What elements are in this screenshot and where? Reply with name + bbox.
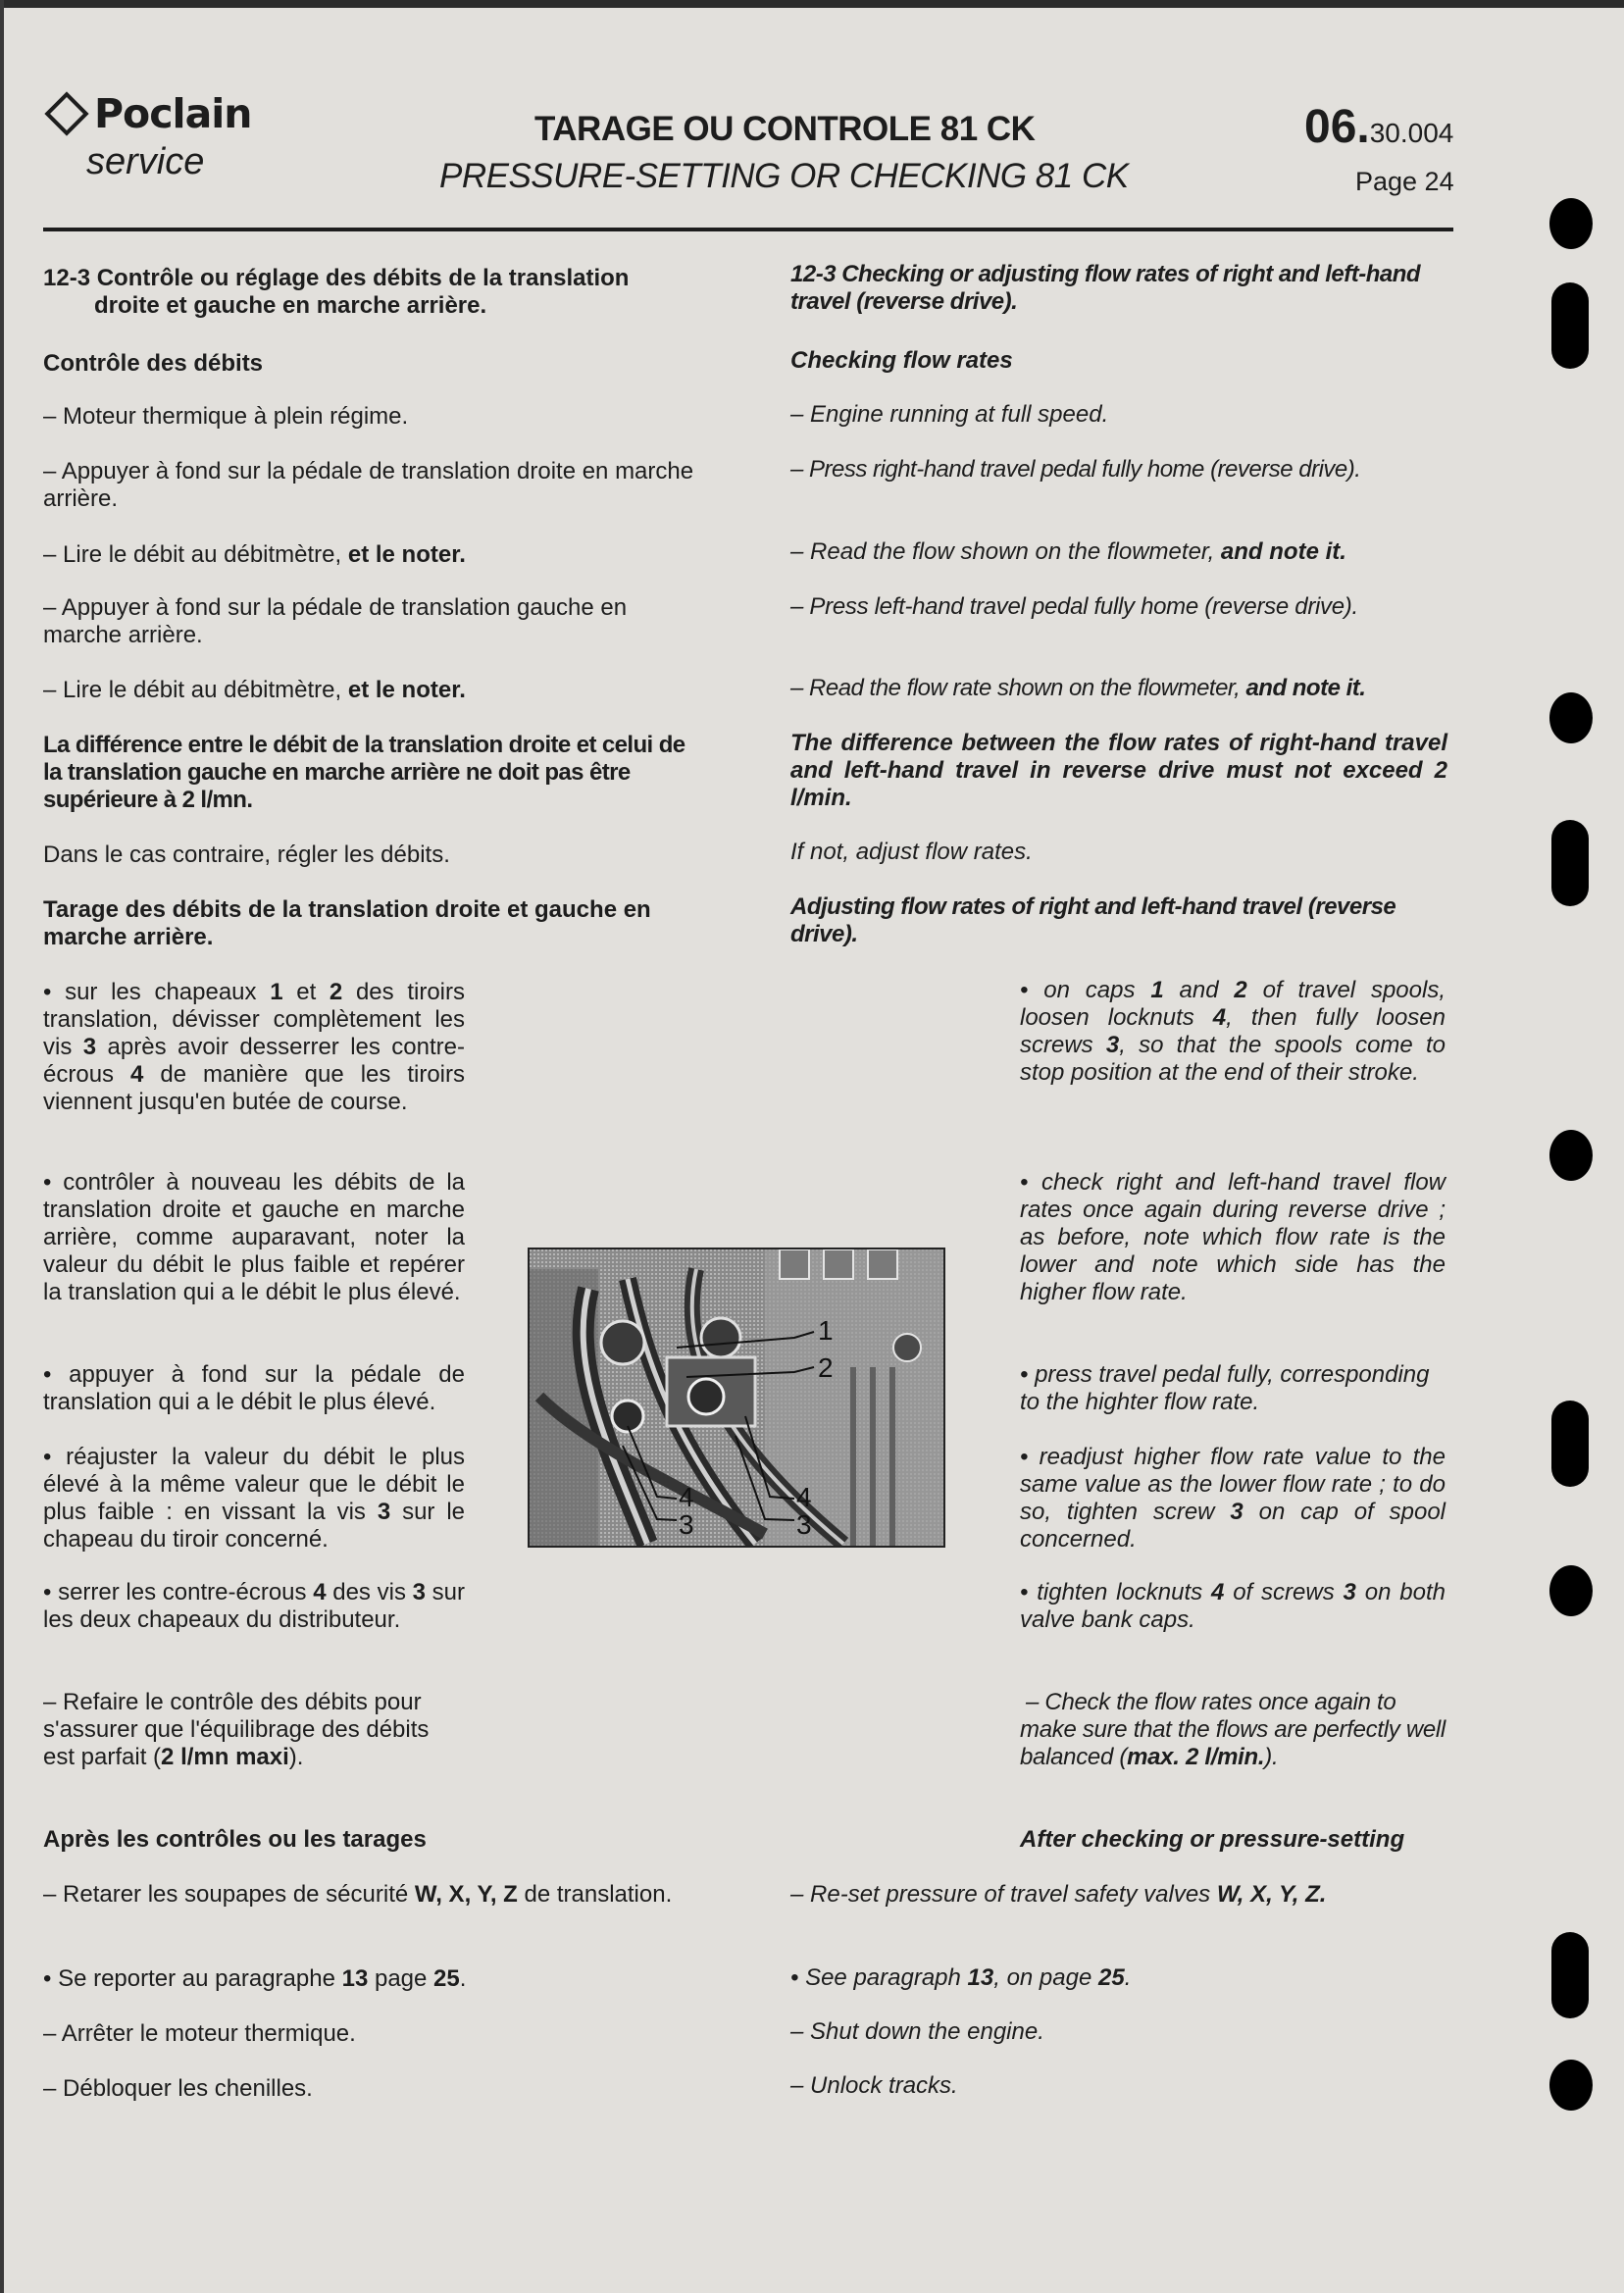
punch-hole-1 [1549, 198, 1593, 249]
en-section-heading: 12-3 Checking or adjusting flow rates of right and left-hand travel (reverse drive). [790, 261, 1421, 315]
page-title-fr: TARAGE OU CONTROLE 81 CK [534, 110, 1036, 148]
fr-step-left-pedal: – Appuyer à fond sur la pédale de translation gauche en marche arrière. [43, 594, 628, 648]
en-a2-t4: 25 [1098, 1964, 1125, 1991]
fr-b1-t3: et [282, 979, 330, 1005]
fr-step-right-pedal: – Appuyer à fond sur la pédale de translation droite en marche arrière. [43, 458, 694, 512]
en-b1-t3: and [1163, 977, 1235, 1003]
fr-section-heading-line1: 12-3 Contrôle ou réglage des débits de la translation [43, 265, 630, 291]
fr-bullet-press-pedal: • appuyer à fond sur la pédale de translation qui a le débit le plus élevé. [43, 1361, 465, 1415]
en-a1-t1: – Re-set pressure of travel safety valves [790, 1881, 1217, 1908]
logo-brand [43, 90, 279, 137]
fr-a1-t2: W, X, Y, Z [414, 1881, 518, 1908]
fr-b4-t1: • réajuster la valeur du débit le plus élevé à la même valeur que le débit le plus faible : en vissant la vis [43, 1444, 465, 1525]
en-step-read-flow-2-emph: and note it. [1245, 675, 1366, 701]
en-b1-t7: , then fully loosen screws [1020, 1004, 1446, 1058]
fr-a2-t3: page [368, 1965, 434, 1992]
fr-step-read-flow-1 [43, 541, 698, 569]
punch-hole-4 [1551, 820, 1589, 906]
en-step-read-flow-1 [790, 538, 1447, 566]
en-b1-t5: of travel spools, loosen locknuts [1020, 977, 1446, 1031]
en-a2-t5: . [1124, 1964, 1132, 1991]
en-dash-redo-check [1020, 1689, 1446, 1771]
port-2 [824, 1249, 853, 1279]
en-d1-t1: – Check the flow rates once again to make sure that the flows are perfectly well balanced ( [1020, 1689, 1446, 1770]
valve-bank-photo [528, 1248, 945, 1548]
en-bullet-readjust [1020, 1444, 1446, 1554]
doc-number-suffix: 30.004 [1369, 118, 1454, 148]
fr-b5-t5: sur les deux chapeaux du distributeur. [43, 1579, 466, 1633]
fr-step-engine: – Moteur thermique à plein régime. [43, 403, 409, 430]
fr-b1-t6: 3 [82, 1034, 97, 1060]
fr-a1-t1: – Retarer les soupapes de sécurité [43, 1881, 415, 1908]
fitting-right [893, 1334, 921, 1361]
en-step-left-pedal: – Press left-hand travel pedal fully home (reverse drive). [790, 593, 1358, 620]
fr-d1-t2: 2 l/mn maxi [161, 1744, 289, 1770]
punch-hole-5 [1549, 1130, 1593, 1181]
fr-step-read-flow-2-emph: et le noter. [347, 677, 466, 703]
en-after-unlock-tracks: – Unlock tracks. [790, 2072, 958, 2099]
en-a1-t2: W, X, Y, Z. [1216, 1881, 1327, 1908]
en-b5-t2: 4 [1211, 1579, 1225, 1605]
en-b1-t1: • on caps [1020, 977, 1151, 1003]
en-a2-t1: • See paragraph [790, 1964, 968, 1991]
en-b1-t2: 1 [1150, 977, 1164, 1003]
fr-a2-t5: . [459, 1965, 467, 1992]
en-otherwise-adjust: If not, adjust flow rates. [790, 839, 1033, 865]
fr-after-heading: Après les contrôles ou les tarages [43, 1826, 427, 1853]
fr-b1-t7: après avoir desserrer les contre-écrous [43, 1034, 465, 1088]
document-number [1304, 100, 1453, 154]
fr-step-read-flow-2-text: – Lire le débit au débitmètre, [43, 677, 348, 703]
en-a2-t2: 13 [967, 1964, 994, 1991]
fr-b1-t2: 1 [270, 979, 283, 1005]
fr-b5-t3: des vis [326, 1579, 413, 1605]
en-step-read-flow-1-text: – Read the flow shown on the flowmeter, [790, 538, 1221, 565]
callout-1: 1 [818, 1315, 834, 1346]
punch-hole-6 [1551, 1401, 1589, 1487]
logo-service-text: service [86, 141, 205, 182]
fr-section-heading-line2: droite et gauche en marche arrière. [94, 292, 487, 319]
en-b4-t3: on cap of spool concerned. [1020, 1499, 1446, 1553]
port-3 [868, 1249, 897, 1279]
doc-number-main: 06. [1304, 101, 1370, 153]
en-b1-t8: 3 [1105, 1032, 1120, 1058]
en-step-right-pedal: – Press right-hand travel pedal fully home (reverse drive). [790, 456, 1361, 483]
poclain-logo [43, 90, 279, 183]
fr-after-reset-valves [43, 1881, 698, 1909]
en-bullet-press-pedal: • press travel pedal fully, corresponding to the highter flow rate. [1020, 1361, 1430, 1415]
en-b4-t2: 3 [1230, 1499, 1243, 1525]
cap-screw [688, 1379, 724, 1414]
fr-flow-difference-rule: La différence entre le débit de la translation droite et celui de la translation gauche en marche arrière ne doit pas être supérieure à 2 l/mn. [43, 732, 685, 813]
en-b1-t6: 4 [1212, 1004, 1227, 1031]
punch-hole-3 [1549, 692, 1593, 743]
fr-step-read-flow-1-text: – Lire le débit au débitmètre, [43, 541, 348, 568]
port-1 [780, 1249, 809, 1279]
en-after-reset-valves [790, 1881, 1447, 1909]
fr-b1-t9: de manière que les tiroirs viennent jusqu'en butée de course. [43, 1061, 466, 1115]
fr-b5-t4: 3 [412, 1579, 426, 1605]
en-after-stop-engine: – Shut down the engine. [790, 2018, 1044, 2045]
fr-bullet-tighten [43, 1579, 465, 1634]
fr-b4-t2: 3 [377, 1499, 391, 1525]
header-rule [43, 228, 1453, 231]
fr-subheading-checking: Contrôle des débits [43, 350, 264, 377]
fr-b1-t1: • sur les chapeaux [43, 979, 271, 1005]
callout-4-right: 4 [796, 1482, 812, 1512]
page-top-edge [0, 0, 1624, 8]
fr-bullet-recheck: • contrôler à nouveau les débits de la translation droite et gauche en marche arrière, comme auparavant, noter la valeur du débit le plus faible et repérer la translation qui a le débit le plus élevé. [43, 1169, 465, 1305]
en-bullet-loosen [1020, 977, 1446, 1087]
callout-3-right: 3 [796, 1509, 812, 1540]
fr-d1-t3: ). [288, 1744, 304, 1770]
logo-brand-text: Poclain [94, 90, 252, 137]
fr-b4-t3: sur le chapeau du tiroir concerné. [43, 1499, 465, 1553]
en-after-heading: After checking or pressure-setting [1020, 1826, 1405, 1853]
diamond-icon [44, 91, 88, 135]
fr-bullet-loosen [43, 979, 465, 1116]
fr-after-see-paragraph [43, 1965, 698, 1993]
punch-hole-8 [1551, 1932, 1589, 2018]
en-after-see-paragraph [790, 1964, 1447, 1992]
fr-a2-t1: • Se reporter au paragraphe [43, 1965, 342, 1992]
callout-3-left: 3 [679, 1509, 694, 1540]
fr-after-stop-engine: – Arrêter le moteur thermique. [43, 2020, 356, 2047]
en-adjusting-heading: Adjusting flow rates of right and left-hand travel (reverse drive). [790, 893, 1396, 947]
callout-4-left: 4 [679, 1482, 694, 1512]
punch-hole-9 [1549, 2060, 1593, 2111]
fitting-2 [701, 1318, 740, 1357]
fr-b1-t8: 4 [130, 1061, 144, 1088]
en-b5-t5: on both valve bank caps. [1020, 1579, 1446, 1633]
en-d1-t3: ). [1264, 1744, 1279, 1770]
fitting-1 [601, 1321, 644, 1364]
en-step-read-flow-2-text: – Read the flow rate shown on the flowmeter, [790, 675, 1246, 701]
fr-otherwise-adjust: Dans le cas contraire, régler les débits. [43, 841, 450, 868]
en-b1-t4: 2 [1234, 977, 1247, 1003]
en-b5-t3: of screws [1224, 1579, 1344, 1605]
en-d1-t2: max. 2 l/min. [1127, 1744, 1265, 1770]
fr-b1-t4: 2 [329, 979, 343, 1005]
en-bullet-tighten [1020, 1579, 1446, 1634]
fr-step-read-flow-2 [43, 677, 698, 704]
fr-b5-t1: • serrer les contre-écrous [43, 1579, 314, 1605]
page-left-edge [0, 0, 4, 2293]
fr-a2-t4: 25 [433, 1965, 460, 1992]
page-number: Page 24 [1355, 167, 1454, 196]
callout-2: 2 [818, 1352, 834, 1383]
en-a2-t3: , on page [993, 1964, 1098, 1991]
en-subheading-checking: Checking flow rates [790, 347, 1013, 374]
en-b5-t4: 3 [1343, 1579, 1356, 1605]
en-step-read-flow-2 [790, 675, 1447, 702]
fr-d1-t1: – Refaire le contrôle des débits pour s'assurer que l'équilibrage des débits est parfait ( [43, 1689, 430, 1770]
fr-bullet-readjust [43, 1444, 465, 1554]
valve-bank-illustration [530, 1249, 943, 1546]
fr-b1-t5: des tiroirs translation, dévisser complètement les vis [43, 979, 465, 1060]
en-step-read-flow-1-emph: and note it. [1220, 538, 1346, 565]
fr-b5-t2: 4 [313, 1579, 327, 1605]
fr-adjusting-heading: Tarage des débits de la translation droite et gauche en marche arrière. [43, 896, 651, 950]
en-flow-difference-rule: The difference between the flow rates of right-hand travel and left-hand travel in reverse drive must not exceed 2 l/min. [790, 730, 1447, 811]
en-step-engine: – Engine running at full speed. [790, 401, 1109, 428]
en-b5-t1: • tighten locknuts [1020, 1579, 1211, 1605]
en-bullet-recheck: • check right and left-hand travel flow rates once again during reverse drive ; as before, note which flow rate is the lower and note which side has the higher flow rate. [1020, 1169, 1446, 1305]
en-b4-t1: • readjust higher flow rate value to the same value as the lower flow rate ; to do so, tighten screw [1020, 1444, 1446, 1525]
en-b1-t9: , so that the spools come to stop position at the end of their stroke. [1020, 1032, 1446, 1086]
page-title-en: PRESSURE-SETTING OR CHECKING 81 CK [439, 157, 1129, 195]
punch-hole-2 [1551, 282, 1589, 369]
fr-after-unlock-tracks: – Débloquer les chenilles. [43, 2075, 313, 2102]
punch-hole-7 [1549, 1565, 1593, 1616]
fr-a1-t3: de translation. [517, 1881, 673, 1908]
fr-step-read-flow-1-emph: et le noter. [347, 541, 466, 568]
fr-section-heading [43, 265, 698, 320]
fr-dash-redo-check [43, 1689, 465, 1771]
fr-a2-t2: 13 [341, 1965, 369, 1992]
